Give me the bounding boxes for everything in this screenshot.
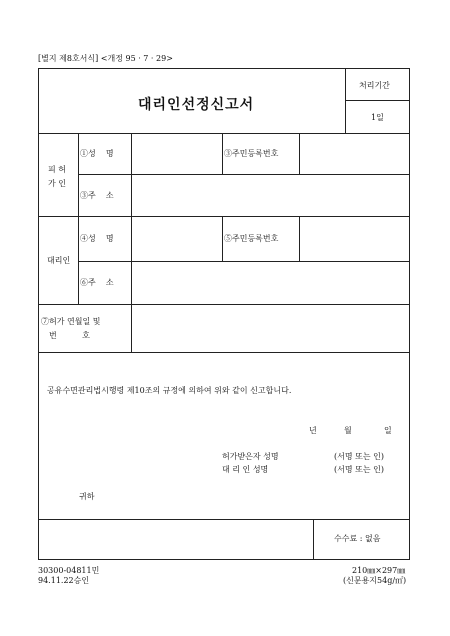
- period-divider: [345, 100, 410, 101]
- year-label: 년: [309, 426, 317, 435]
- holder-name-label: ①성 명: [80, 149, 114, 158]
- permit-date-label-2: 번 호: [49, 331, 90, 340]
- fee-label: 수수료 : 없음: [334, 534, 381, 543]
- signer-agent-label: 대 리 인 성명: [222, 465, 269, 474]
- agent-name-label: ④성 명: [80, 234, 114, 243]
- declaration-text: 공유수면관리법시행령 제10조의 규정에 의하여 위와 같이 신고합니다.: [47, 386, 292, 395]
- row-line: [38, 352, 410, 353]
- form-frame: [38, 68, 410, 560]
- agent-address-label: ⑥주 소: [80, 278, 114, 287]
- fee-divider: [313, 519, 314, 560]
- processing-period-label: 처리기간: [359, 81, 390, 90]
- signer-holder-note: (서명 또는 인): [334, 452, 384, 461]
- row-line: [38, 304, 410, 305]
- signer-holder-label: 허가받은자 성명: [222, 452, 279, 461]
- row-line: [38, 519, 410, 520]
- agent-id-label: ⑤주민등록번호: [224, 234, 279, 243]
- id-label-divider: [222, 216, 223, 261]
- agent-label: 대리인: [47, 256, 71, 265]
- label-divider: [131, 133, 132, 352]
- group-label-divider: [78, 133, 79, 304]
- form-reference: [별지 제8호서식] <개정 95 · 7 · 29>: [38, 54, 173, 63]
- holder-id-label: ③주민등록번호: [224, 149, 279, 158]
- row-line: [38, 216, 410, 217]
- permit-holder-label-1: 피 허: [48, 165, 66, 174]
- footer-paper-type: (신문용지54g/㎡): [343, 576, 407, 585]
- row-line: [38, 133, 410, 134]
- month-label: 월: [344, 426, 352, 435]
- permit-holder-label-2: 가 인: [48, 179, 66, 188]
- id-value-divider: [299, 216, 300, 261]
- signer-agent-note: (서명 또는 인): [334, 465, 384, 474]
- id-label-divider: [222, 133, 223, 174]
- recipient-label: 귀하: [79, 492, 95, 501]
- day-label: 일: [384, 426, 392, 435]
- row-line: [78, 174, 410, 175]
- id-value-divider: [299, 133, 300, 174]
- footer-approval: 94.11.22승인: [38, 576, 90, 585]
- row-line: [78, 261, 410, 262]
- permit-date-label-1: ⑦허가 연월일 및: [41, 317, 101, 326]
- footer-form-number: 30300-04811민: [38, 566, 100, 575]
- title-divider-vertical: [345, 68, 346, 134]
- processing-period-value: 1일: [371, 113, 384, 122]
- footer-paper-size: 210㎜×297㎜: [352, 566, 406, 575]
- form-title: 대리인선정신고서: [138, 97, 255, 113]
- holder-address-label: ③주 소: [80, 191, 114, 200]
